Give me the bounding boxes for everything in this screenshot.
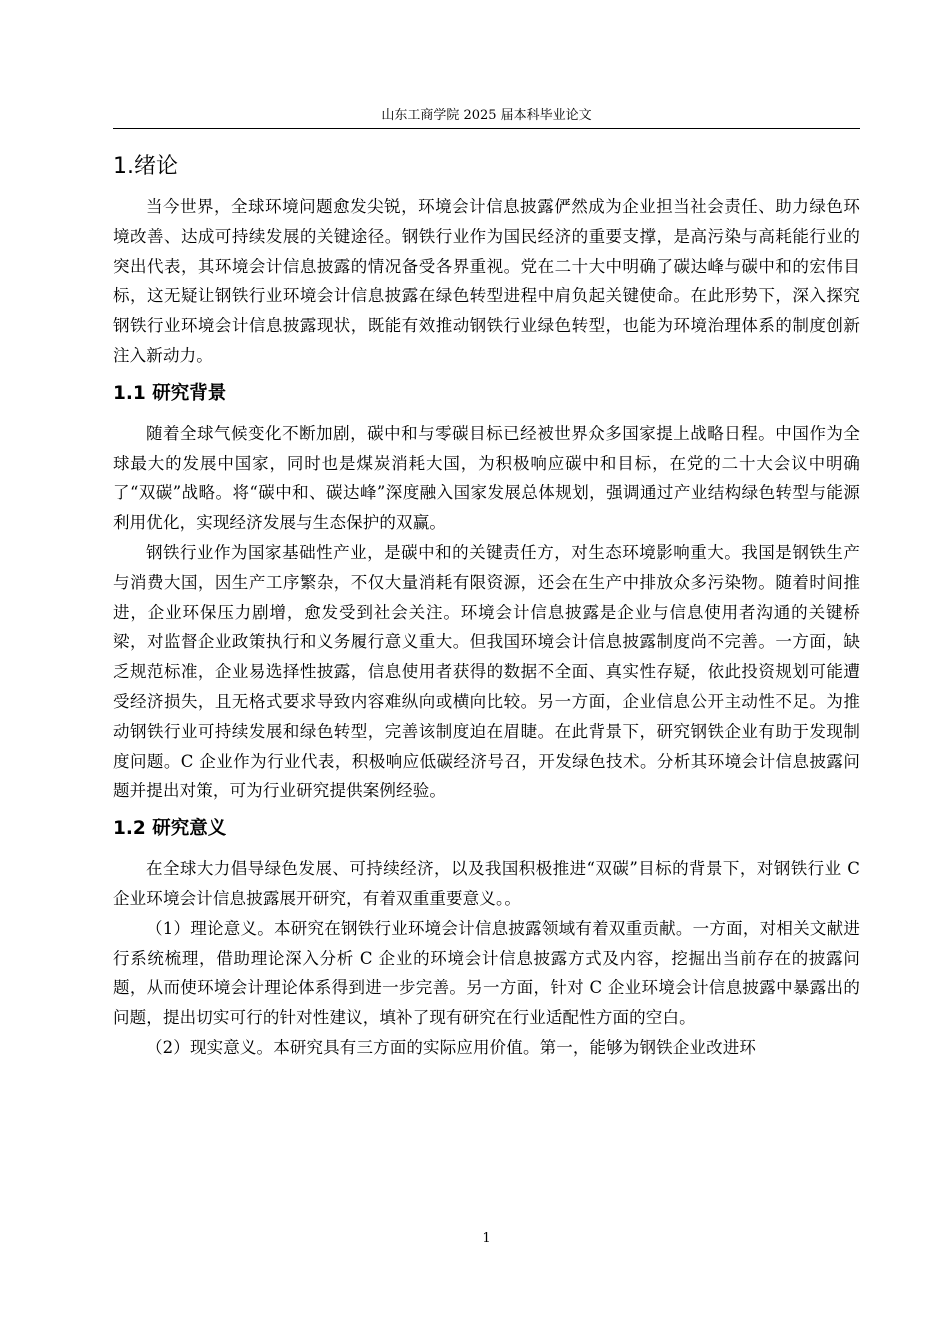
section-title-research-significance: 1.2 研究意义 bbox=[113, 818, 227, 840]
running-header: 山东工商学院 2025 届本科毕业论文 bbox=[381, 108, 592, 123]
body-paragraph: 钢铁行业作为国家基础性产业，是碳中和的关键责任方，对生态环境影响重大。我国是钢铁生产与消费大国，因生产工序繁杂，不仅大量消耗有限资源，还会在生产中排放众多污染物。随着时间推进，企业环保压力剧增，愈发受到社会关注。环境会计信息披露是企业与信息使用者沟通的关键桥梁，对监督企业政策执行和义务履行意义重大。但我国环境会计信息披露制度尚不完善。一方面，缺乏规范标准，企业易选择性披露，信息使用者获得的数据不全面、真实性存疑，依此投资规划可能遭受经济损失，且无格式要求导致内容难纵向或横向比较。另一方面，企业信息公开主动性不足。为推动钢铁行业可持续发展和绿色转型，完善该制度迫在眉睫。在此背景下，研究钢铁企业有助于发现制度问题。C 企业作为行业代表，积极响应低碳经济号召，开发绿色技术。分析其环境会计信息披露问题并提出对策，可为行业研究提供案例经验。 bbox=[113, 542, 860, 801]
header-divider bbox=[113, 128, 860, 129]
document-body bbox=[113, 146, 860, 1063]
body-paragraph: 随着全球气候变化不断加剧，碳中和与零碳目标已经被世界众多国家提上战略日程。中国作为全球最大的发展中国家，同时也是煤炭消耗大国，为积极响应碳中和目标，在党的二十大会议中明确了“双碳”战略。将“碳中和、碳达峰”深度融入国家发展总体规划，强调通过产业结构绿色转型与能源利用优化，实现经济发展与生态保护的双赢。 bbox=[113, 423, 860, 533]
page-number: 1 bbox=[482, 1231, 491, 1246]
body-paragraph: 在全球大力倡导绿色发展、可持续经济，以及我国积极推进“双碳”目标的背景下，对钢铁行业 C 企业环境会计信息披露展开研究，有着双重重要意义。。 bbox=[113, 859, 860, 908]
section-title-research-background: 1.1 研究背景 bbox=[113, 382, 227, 404]
body-paragraph: 当今世界，全球环境问题愈发尖锐，环境会计信息披露俨然成为企业担当社会责任、助力绿色环境改善、达成可持续发展的关键途径。钢铁行业作为国民经济的重要支撑，是高污染与高耗能行业的突出代表，其环境会计信息披露的情况备受各界重视。党在二十大中明确了碳达峰与碳中和的宏伟目标，这无疑让钢铁行业环境会计信息披露在绿色转型进程中肩负起关键使命。在此形势下，深入探究钢铁行业环境会计信息披露现状，既能有效推动钢铁行业绿色转型，也能为环境治理体系的制度创新注入新动力。 bbox=[113, 197, 860, 365]
body-paragraph: （2）现实意义。本研究具有三方面的实际应用价值。第一，能够为钢铁企业改进环 bbox=[146, 1037, 757, 1057]
chapter-title: 1.绪论 bbox=[113, 154, 178, 179]
body-paragraph: （1）理论意义。本研究在钢铁行业环境会计信息披露领域有着双重贡献。一方面，对相关文献进行系统梳理，借助理论深入分析 C 企业的环境会计信息披露方式及内容，挖掘出当前存在的披露问题，从而使环境会计理论体系得到进一步完善。另一方面，针对 C 企业环境会计信息披露中暴露出的问题，提出切实可行的针对性建议，填补了现有研究在行业适配性方面的空白。 bbox=[113, 918, 860, 1028]
